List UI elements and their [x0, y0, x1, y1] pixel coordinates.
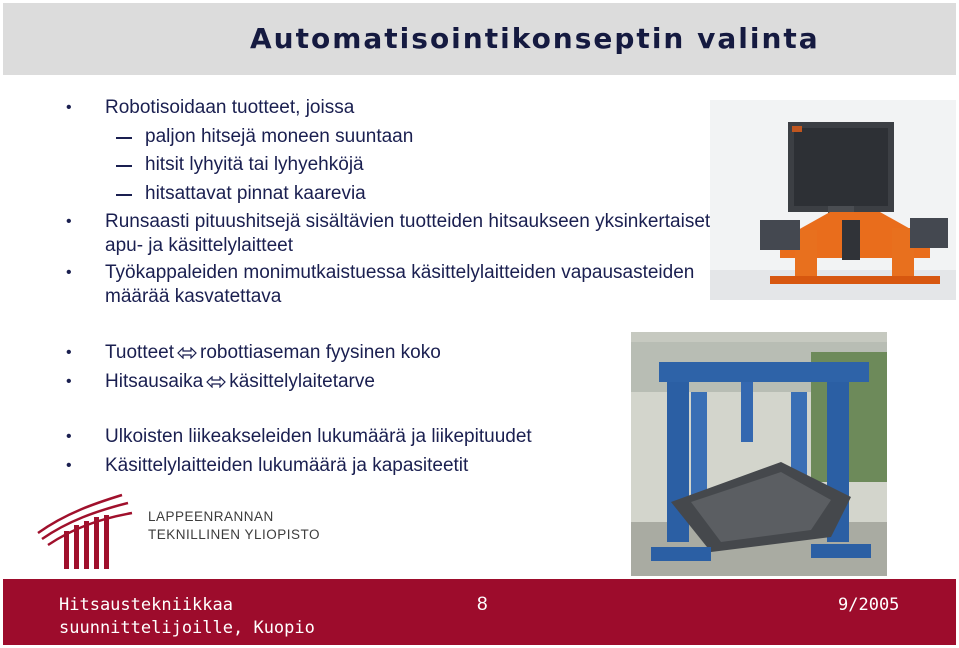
university-logo: [36, 493, 321, 571]
logo-line1: LAPPEENRANNAN: [148, 509, 274, 524]
welding-positioner-photo: [710, 100, 956, 300]
list-item: [105, 371, 375, 393]
lut-flame-icon: [36, 493, 141, 571]
footer-title-line2: suunnittelijoille, Kuopio: [59, 618, 315, 638]
bullet-dot: •: [66, 373, 72, 390]
logo-line2: TEKNILLINEN YLIOPISTO: [148, 527, 321, 542]
list-item: Ulkoisten liikeakseleiden lukumäärä ja liikepituudet: [105, 426, 532, 447]
footer-bar: [3, 579, 956, 645]
sub-bullet-dash: [116, 165, 132, 167]
list-item: Robotisoidaan tuotteet, joissa: [105, 97, 355, 118]
list-item: hitsattavat pinnat kaarevia: [145, 183, 366, 204]
list-item-continuation: apu- ja käsittelylaitteet: [105, 235, 293, 256]
bullet-dot: •: [66, 264, 72, 281]
list-item: Runsaasti pituushitsejä sisältävien tuotteiden hitsaukseen yksinkertaiset: [105, 211, 711, 232]
bullet-dot: •: [66, 428, 72, 445]
list-item-continuation: määrää kasvatettava: [105, 286, 282, 307]
sub-bullet-dash: [116, 194, 132, 196]
relation-left: Tuotteet: [105, 342, 175, 363]
footer-title-line1: Hitsaustekniikkaa: [59, 595, 233, 615]
list-item: [105, 342, 441, 364]
page-number: 8: [477, 594, 488, 615]
footer-date: 9/2005: [838, 595, 900, 615]
bullet-dot: •: [66, 99, 72, 116]
double-arrow-icon: [177, 347, 197, 359]
slide-title: Automatisointikonseptin valinta: [250, 22, 820, 55]
bullet-dot: •: [66, 457, 72, 474]
relation-right: käsittelylaitetarve: [229, 371, 375, 392]
list-item: Työkappaleiden monimutkaistuessa käsittelylaitteiden vapausasteiden: [105, 262, 695, 283]
list-item: hitsit lyhyitä tai lyhyehköjä: [145, 154, 364, 175]
list-item: Käsittelylaitteiden lukumäärä ja kapasiteetit: [105, 455, 469, 476]
sub-bullet-dash: [116, 137, 132, 139]
relation-left: Hitsausaika: [105, 371, 204, 392]
double-arrow-icon: [206, 376, 226, 388]
bullet-dot: •: [66, 213, 72, 230]
bullet-dot: •: [66, 344, 72, 361]
relation-right: robottiaseman fyysinen koko: [200, 342, 441, 363]
list-item: paljon hitsejä moneen suuntaan: [145, 126, 414, 147]
gantry-welding-cell-photo: [631, 332, 887, 576]
